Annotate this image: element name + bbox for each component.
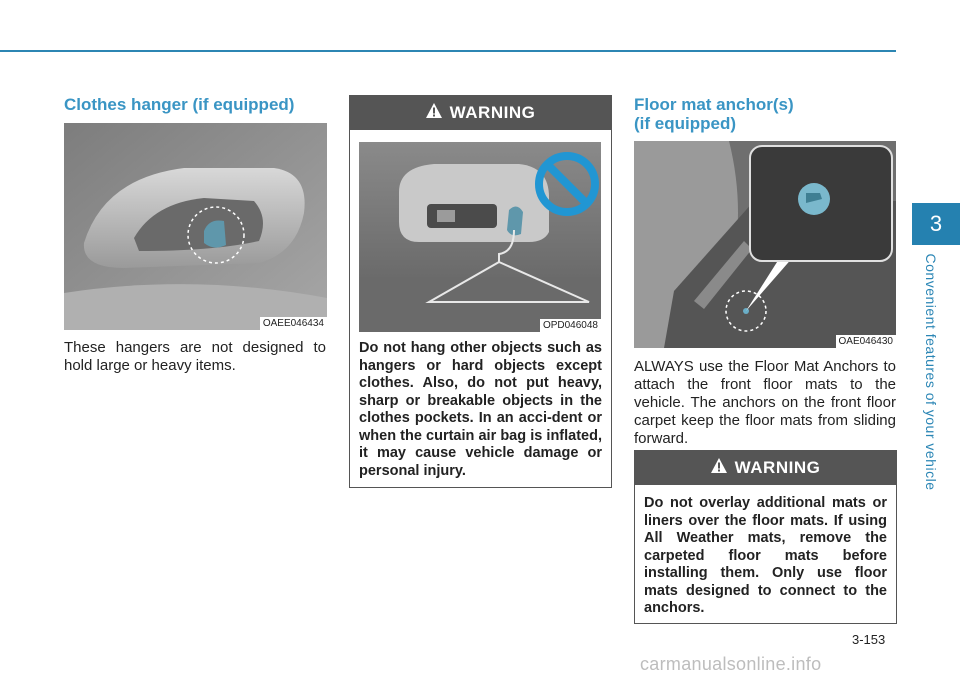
hanger-prohibited-image-code: OPD046048: [540, 319, 601, 332]
chapter-title: Convenient features of your vehicle: [923, 253, 939, 491]
warning-hanger-box: [349, 95, 612, 488]
page-number: 3-153: [852, 632, 886, 647]
clothes-hanger-body: These hangers are not designed to hold large or heavy items.: [64, 339, 326, 374]
warning-triangle-icon: [711, 458, 727, 478]
warning-floor-title: WARNING: [734, 458, 821, 477]
clothes-hanger-photo: [64, 123, 327, 330]
floor-mat-heading: [634, 95, 794, 133]
chapter-number: 3: [929, 211, 943, 236]
hanger-prohibited-photo: [359, 142, 601, 332]
warning-hanger-text: Do not hang other objects such as hangers or hard objects except clothes. Also, do not put heavy, sharp or breakable objects in the clothes pockets. In an acci-dent or when the curtain air bag is inflated, it may cause vehicle damage or personal injury.: [359, 340, 602, 479]
floor-mat-heading-line1: Floor mat anchor(s): [634, 95, 794, 114]
floor-mat-body: ALWAYS use the Floor Mat Anchors to attach the front floor mats to the vehicle. The anchors on the front floor carpet keep the floor mats from sliding forward.: [634, 358, 896, 447]
clothes-hanger-image-code: OAEE046434: [260, 317, 327, 330]
top-rule: [0, 50, 896, 52]
clothes-hanger-heading: Clothes hanger (if equipped): [64, 95, 295, 114]
watermark[interactable]: carmanualsonline.info: [640, 654, 822, 674]
warning-floor-text: Do not overlay additional mats or liners over the floor mats. If using All Weather mats, remove the carpeted floor mats before installing them. Only use floor mats designed to connect to the anchors.: [644, 495, 887, 616]
floor-mat-photo: [634, 141, 896, 348]
floor-mat-image-code: OAE046430: [836, 335, 897, 348]
chapter-title-vertical: [923, 252, 939, 492]
warning-triangle-icon: [426, 103, 442, 123]
floor-mat-heading-line2: (if equipped): [634, 114, 736, 133]
warning-floor-box: [634, 450, 897, 624]
warning-hanger-title: WARNING: [449, 103, 536, 122]
warning-floor-header: [635, 451, 896, 485]
chapter-tab[interactable]: [912, 203, 960, 245]
warning-hanger-header: [350, 96, 611, 130]
